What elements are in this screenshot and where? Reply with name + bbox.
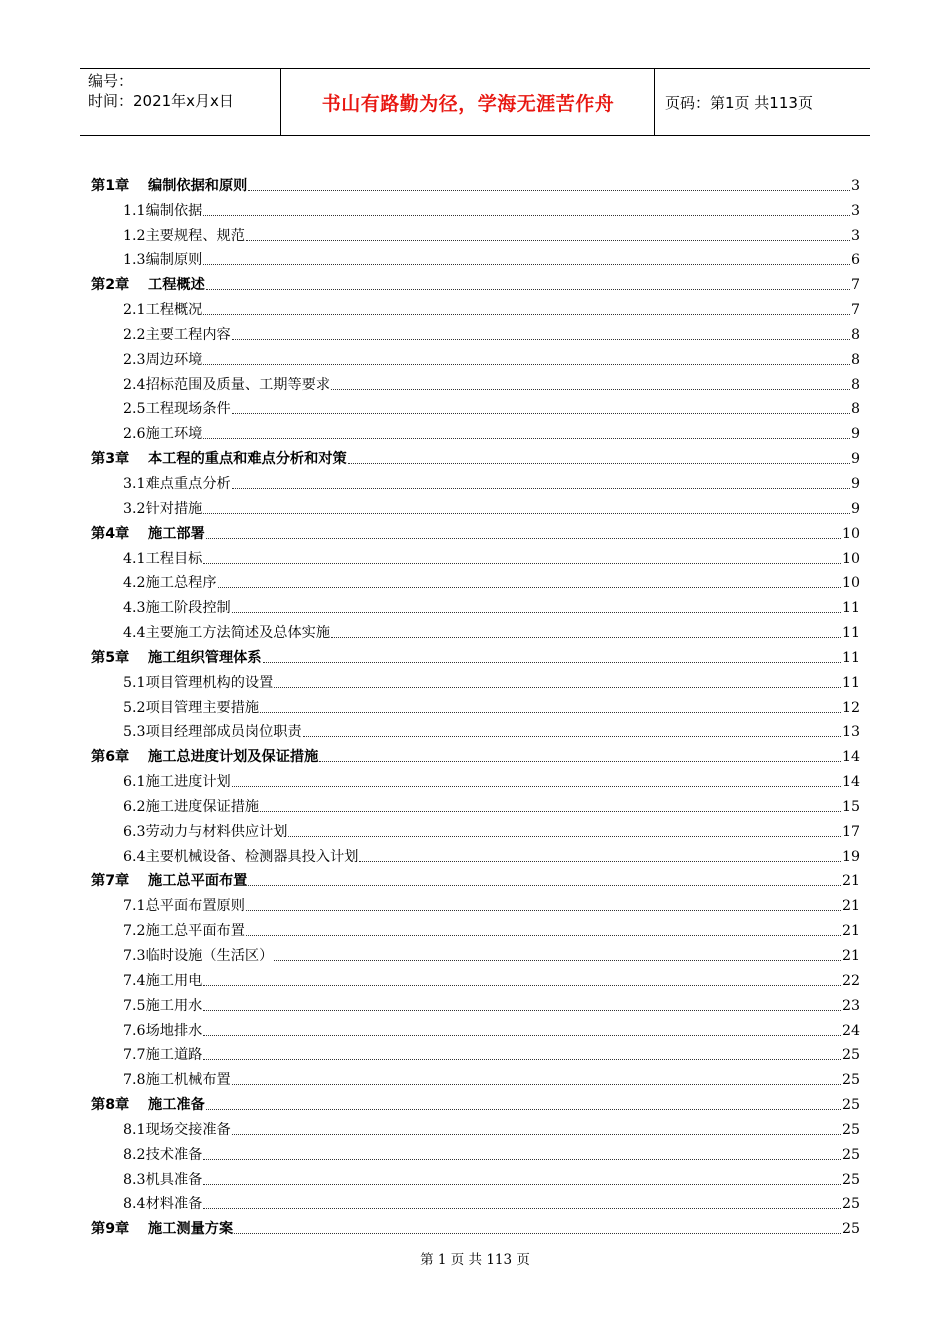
toc-chapter-entry[interactable] xyxy=(91,1089,860,1114)
toc-section-entry[interactable] xyxy=(91,344,860,369)
toc-dot-leader xyxy=(203,1035,841,1036)
toc-page-number: 21 xyxy=(841,923,860,940)
toc-page-number: 15 xyxy=(841,798,860,815)
toc-chapter-number: 第7章 xyxy=(91,873,130,890)
toc-page-number: 19 xyxy=(841,848,860,865)
toc-page-number: 7 xyxy=(850,302,860,319)
toc-dot-leader xyxy=(203,1184,841,1185)
toc-entry-title xyxy=(91,649,262,667)
toc-chapter-entry[interactable] xyxy=(91,866,860,891)
toc-page-number: 11 xyxy=(841,625,860,642)
toc-entry-title xyxy=(123,947,273,965)
toc-page-number: 9 xyxy=(850,451,860,468)
toc-entry-text: 2.3周边环境 xyxy=(123,351,203,368)
toc-chapter-entry[interactable] xyxy=(91,443,860,468)
toc-chapter-number: 第3章 xyxy=(91,451,130,468)
toc-entry-title xyxy=(123,773,231,791)
toc-entry-text: 7.1总平面布置原则 xyxy=(123,898,245,915)
toc-dot-leader xyxy=(263,662,841,663)
toc-dot-leader xyxy=(274,687,841,688)
toc-section-entry[interactable] xyxy=(91,418,860,443)
toc-entry-text: 2.4招标范围及质量、工期等要求 xyxy=(123,376,331,393)
document-date-label: 时间：2021年x月x日 xyxy=(88,92,234,110)
toc-section-entry[interactable] xyxy=(91,1064,860,1089)
header-motto-cell xyxy=(282,69,655,135)
toc-dot-leader xyxy=(203,215,850,216)
toc-page-number: 14 xyxy=(841,774,860,791)
toc-entry-title xyxy=(123,301,202,319)
toc-page-number: 25 xyxy=(841,1196,860,1213)
toc-section-entry[interactable] xyxy=(91,245,860,270)
toc-entry-text: 5.1项目管理机构的设置 xyxy=(123,674,274,691)
toc-entry-title xyxy=(123,997,202,1015)
toc-entry-title xyxy=(123,723,302,741)
toc-page-number: 3 xyxy=(850,177,860,194)
toc-page-number: 25 xyxy=(841,1097,860,1114)
toc-entry-title xyxy=(123,574,217,592)
toc-page-number: 7 xyxy=(850,277,860,294)
header-page-cell xyxy=(655,69,870,135)
toc-section-entry[interactable] xyxy=(91,717,860,742)
toc-entry-text: 7.6场地排水 xyxy=(123,1022,203,1039)
toc-page-number: 10 xyxy=(841,575,860,592)
toc-page-number: 25 xyxy=(841,1121,860,1138)
toc-dot-leader xyxy=(348,463,850,464)
toc-entry-title xyxy=(123,1121,231,1139)
toc-page-number: 17 xyxy=(841,823,860,840)
toc-chapter-entry[interactable] xyxy=(91,269,860,294)
toc-chapter-number: 第4章 xyxy=(91,525,130,542)
toc-entry-text: 施工部署 xyxy=(148,525,205,542)
toc-page-number: 6 xyxy=(850,252,860,269)
toc-entry-title xyxy=(123,1195,202,1213)
toc-entry-text: 4.4主要施工方法简述及总体实施 xyxy=(123,625,331,642)
toc-entry-text: 1.3编制原则 xyxy=(123,252,203,269)
toc-entry-text: 8.1现场交接准备 xyxy=(123,1121,231,1138)
toc-section-entry[interactable] xyxy=(91,915,860,940)
toc-section-entry[interactable] xyxy=(91,1164,860,1189)
toc-dot-leader xyxy=(246,935,841,936)
toc-entry-title xyxy=(123,599,231,617)
toc-entry-text: 8.3机具准备 xyxy=(123,1171,203,1188)
toc-entry-title xyxy=(91,276,205,294)
toc-section-entry[interactable] xyxy=(91,568,860,593)
toc-entry-text: 4.3施工阶段控制 xyxy=(123,600,231,617)
toc-entry-text: 6.2施工进度保证措施 xyxy=(123,798,260,815)
toc-entry-title xyxy=(123,848,358,866)
toc-entry-text: 本工程的重点和难点分析和对策 xyxy=(148,451,347,468)
toc-dot-leader xyxy=(232,612,841,613)
toc-entry-text: 5.2项目管理主要措施 xyxy=(123,699,260,716)
toc-page-number: 11 xyxy=(841,649,860,666)
toc-entry-text: 施工测量方案 xyxy=(148,1221,234,1238)
toc-dot-leader xyxy=(203,1010,841,1011)
document-header xyxy=(80,68,870,136)
toc-chapter-entry[interactable] xyxy=(91,741,860,766)
toc-dot-leader xyxy=(234,1233,841,1234)
toc-chapter-entry[interactable] xyxy=(91,1213,860,1238)
toc-entry-title xyxy=(123,798,259,816)
toc-dot-leader xyxy=(203,1159,841,1160)
toc-section-entry[interactable] xyxy=(91,493,860,518)
toc-entry-title xyxy=(123,1171,202,1189)
toc-entry-title xyxy=(91,1096,205,1114)
toc-entry-text: 7.8施工机械布置 xyxy=(123,1072,231,1089)
toc-entry-text: 施工准备 xyxy=(148,1097,205,1114)
toc-dot-leader xyxy=(232,488,850,489)
toc-section-entry[interactable] xyxy=(91,195,860,220)
toc-entry-title xyxy=(123,202,202,220)
toc-page-number: 14 xyxy=(841,749,860,766)
toc-page-number: 25 xyxy=(841,1047,860,1064)
toc-entry-text: 8.4材料准备 xyxy=(123,1196,203,1213)
toc-dot-leader xyxy=(331,389,850,390)
toc-dot-leader xyxy=(203,438,850,439)
toc-page-number: 3 xyxy=(850,227,860,244)
toc-dot-leader xyxy=(288,836,840,837)
toc-section-entry[interactable] xyxy=(91,394,860,419)
toc-section-entry[interactable] xyxy=(91,1189,860,1214)
toc-entry-text: 施工组织管理体系 xyxy=(148,649,262,666)
toc-page-number: 13 xyxy=(841,724,860,741)
toc-page-number: 11 xyxy=(841,674,860,691)
toc-chapter-number: 第8章 xyxy=(91,1097,130,1114)
toc-dot-leader xyxy=(232,1084,841,1085)
toc-section-entry[interactable] xyxy=(91,617,860,642)
toc-page-number: 21 xyxy=(841,898,860,915)
toc-dot-leader xyxy=(359,861,841,862)
toc-entry-text: 6.1施工进度计划 xyxy=(123,774,231,791)
toc-page-number: 9 xyxy=(850,475,860,492)
toc-page-number: 24 xyxy=(841,1022,860,1039)
toc-entry-title xyxy=(123,475,231,493)
toc-dot-leader xyxy=(303,736,841,737)
toc-entry-title xyxy=(123,972,202,990)
header-meta-cell xyxy=(80,69,281,135)
toc-dot-leader xyxy=(274,960,841,961)
toc-entry-text: 施工总平面布置 xyxy=(148,873,248,890)
toc-entry-text: 5.3项目经理部成员岗位职责 xyxy=(123,724,302,741)
toc-section-entry[interactable] xyxy=(91,369,860,394)
toc-entry-title xyxy=(123,326,231,344)
toc-page-number: 25 xyxy=(841,1146,860,1163)
toc-entry-text: 施工总进度计划及保证措施 xyxy=(148,749,319,766)
toc-chapter-entry[interactable] xyxy=(91,642,860,667)
toc-section-entry[interactable] xyxy=(91,1139,860,1164)
toc-section-entry[interactable] xyxy=(91,1040,860,1065)
toc-entry-title xyxy=(123,376,330,394)
toc-dot-leader xyxy=(319,761,841,762)
page-footer: 第 1 页 共 113 页 xyxy=(420,1252,530,1268)
toc-section-entry[interactable] xyxy=(91,940,860,965)
toc-entry-text: 7.4施工用电 xyxy=(123,972,203,989)
toc-dot-leader xyxy=(246,910,841,911)
toc-dot-leader xyxy=(232,786,841,787)
toc-entry-text: 4.2施工总程序 xyxy=(123,575,217,592)
toc-section-entry[interactable] xyxy=(91,791,860,816)
toc-entry-title xyxy=(91,748,318,766)
toc-section-entry[interactable] xyxy=(91,1114,860,1139)
toc-dot-leader xyxy=(206,1109,841,1110)
toc-page-number: 12 xyxy=(841,699,860,716)
toc-entry-text: 2.5工程现场条件 xyxy=(123,401,231,418)
toc-entry-title xyxy=(123,922,245,940)
toc-page-number: 10 xyxy=(841,550,860,567)
toc-chapter-number: 第6章 xyxy=(91,749,130,766)
toc-entry-text: 7.7施工道路 xyxy=(123,1047,203,1064)
toc-entry-text: 6.3劳动力与材料供应计划 xyxy=(123,823,288,840)
toc-entry-title xyxy=(123,251,202,269)
toc-page-number: 25 xyxy=(841,1072,860,1089)
toc-entry-title xyxy=(123,351,202,369)
toc-dot-leader xyxy=(203,985,841,986)
toc-section-entry[interactable] xyxy=(91,990,860,1015)
toc-page-number: 21 xyxy=(841,873,860,890)
toc-section-entry[interactable] xyxy=(91,766,860,791)
toc-page-number: 21 xyxy=(841,948,860,964)
table-of-contents xyxy=(91,170,860,1238)
toc-dot-leader xyxy=(246,240,850,241)
toc-entry-text: 8.2技术准备 xyxy=(123,1146,203,1163)
toc-chapter-number: 第5章 xyxy=(91,649,130,666)
toc-entry-text: 工程概述 xyxy=(148,277,205,294)
toc-dot-leader xyxy=(203,563,841,564)
toc-dot-leader xyxy=(232,413,850,414)
toc-entry-title xyxy=(91,872,247,890)
toc-page-number: 8 xyxy=(850,351,860,368)
toc-entry-title xyxy=(123,674,273,692)
toc-entry-text: 2.2主要工程内容 xyxy=(123,326,231,343)
toc-chapter-entry[interactable] xyxy=(91,170,860,195)
toc-dot-leader xyxy=(248,190,850,191)
toc-dot-leader xyxy=(203,364,850,365)
toc-page-number: 8 xyxy=(850,326,860,343)
toc-section-entry[interactable] xyxy=(91,890,860,915)
toc-entry-title xyxy=(123,1046,202,1064)
toc-page-number: 11 xyxy=(841,600,860,617)
toc-dot-leader xyxy=(232,339,850,340)
toc-entry-title xyxy=(123,400,231,418)
toc-page-number: 9 xyxy=(850,426,860,443)
toc-section-entry[interactable] xyxy=(91,1015,860,1040)
toc-dot-leader xyxy=(206,289,850,290)
toc-dot-leader xyxy=(203,1059,841,1060)
toc-entry-text: 1.1编制依据 xyxy=(123,202,203,219)
toc-dot-leader xyxy=(203,314,850,315)
toc-entry-title xyxy=(123,1146,202,1164)
toc-section-entry[interactable] xyxy=(91,319,860,344)
toc-entry-title xyxy=(123,699,259,717)
toc-dot-leader xyxy=(331,637,841,638)
toc-entry-text: 1.2主要规程、规范 xyxy=(123,227,245,244)
toc-section-entry[interactable] xyxy=(91,468,860,493)
toc-entry-title xyxy=(123,823,287,841)
toc-chapter-entry[interactable] xyxy=(91,518,860,543)
toc-chapter-number: 第9章 xyxy=(91,1221,130,1238)
toc-entry-title xyxy=(123,1022,202,1040)
toc-page-number: 9 xyxy=(850,500,860,517)
toc-entry-title xyxy=(123,500,202,518)
toc-dot-leader xyxy=(260,811,841,812)
toc-dot-leader xyxy=(218,587,841,588)
toc-page-number: 25 xyxy=(841,1171,860,1188)
toc-entry-text: 6.4主要机械设备、检测器具投入计划 xyxy=(123,848,359,865)
toc-section-entry[interactable] xyxy=(91,667,860,692)
document-number-label: 编号： xyxy=(88,72,134,90)
toc-entry-title xyxy=(91,450,347,468)
toc-entry-text: 3.1难点重点分析 xyxy=(123,475,231,492)
toc-entry-text: 4.1工程目标 xyxy=(123,550,203,567)
header-page-info: 页码：第1页 共113页 xyxy=(665,93,813,112)
toc-page-number: 3 xyxy=(850,202,860,219)
toc-dot-leader xyxy=(232,1134,841,1135)
toc-entry-text: 3.2针对措施 xyxy=(123,500,203,517)
toc-section-entry[interactable] xyxy=(91,965,860,990)
toc-entry-title xyxy=(91,177,247,195)
toc-section-entry[interactable] xyxy=(91,543,860,568)
toc-page-number: 25 xyxy=(841,1221,860,1238)
toc-chapter-number: 第1章 xyxy=(91,177,130,194)
toc-entry-text: 7.3临时设施（生活区） xyxy=(123,948,274,964)
toc-section-entry[interactable] xyxy=(91,220,860,245)
toc-dot-leader xyxy=(206,538,841,539)
toc-page-number: 8 xyxy=(850,376,860,393)
toc-page-number: 10 xyxy=(841,525,860,542)
toc-entry-title xyxy=(123,425,202,443)
header-motto: 书山有路勤为径，学海无涯苦作舟 xyxy=(321,92,615,115)
toc-entry-title xyxy=(123,1071,231,1089)
toc-entry-text: 2.6施工环境 xyxy=(123,426,203,443)
toc-section-entry[interactable] xyxy=(91,692,860,717)
toc-entry-text: 7.2施工总平面布置 xyxy=(123,923,245,940)
toc-dot-leader xyxy=(203,1208,841,1209)
toc-entry-title xyxy=(123,550,202,568)
toc-page-number: 22 xyxy=(841,972,860,989)
toc-entry-title xyxy=(91,1220,233,1238)
toc-section-entry[interactable] xyxy=(91,294,860,319)
toc-dot-leader xyxy=(260,712,841,713)
toc-dot-leader xyxy=(248,885,841,886)
toc-entry-title xyxy=(123,227,245,245)
toc-dot-leader xyxy=(203,264,850,265)
toc-section-entry[interactable] xyxy=(91,816,860,841)
toc-chapter-number: 第2章 xyxy=(91,277,130,294)
toc-entry-text: 2.1工程概况 xyxy=(123,302,203,319)
toc-page-number: 23 xyxy=(841,997,860,1014)
toc-dot-leader xyxy=(203,513,850,514)
toc-entry-text: 7.5施工用水 xyxy=(123,997,203,1014)
toc-entry-title xyxy=(123,624,330,642)
toc-entry-title xyxy=(91,525,205,543)
toc-section-entry[interactable] xyxy=(91,592,860,617)
toc-page-number: 8 xyxy=(850,401,860,418)
toc-entry-text: 编制依据和原则 xyxy=(148,177,248,194)
toc-section-entry[interactable] xyxy=(91,841,860,866)
toc-entry-title xyxy=(123,897,245,915)
